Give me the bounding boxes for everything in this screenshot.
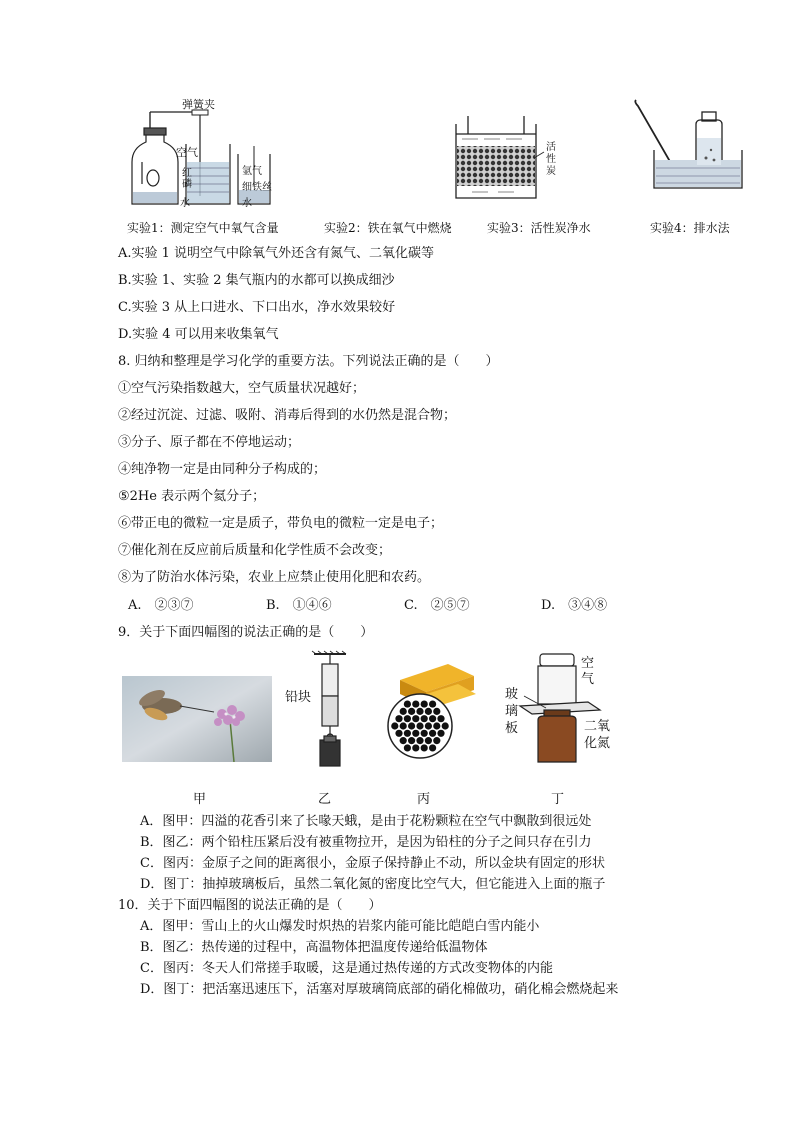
gold-atom (408, 708, 415, 715)
q8-item-7: ⑦催化剂在反应前后质量和化学性质不会改变； (118, 543, 392, 558)
q8-item-2: ②经过沉淀、过滤、吸附、消毒后得到的水仍然是混合物； (118, 408, 457, 423)
gold-atom (391, 722, 398, 729)
q10-option-b: B．图乙：热传递的过程中，高温物体把温度传递给低温物体 (140, 940, 488, 955)
caption-exp3: 实验3：活性炭净水 (487, 221, 591, 235)
gold-atom (404, 744, 411, 751)
q7-option-b: B.实验 1、实验 2 集气瓶内的水都可以换成细沙 (118, 273, 395, 288)
q8-item-8: ⑧为了防治水体污染，农业上应禁止使用化肥和农药。 (118, 570, 431, 585)
q8-stem: 8. 归纳和整理是学习化学的重要方法。下列说法正确的是（ ） (118, 354, 499, 369)
gold-atom (425, 708, 432, 715)
gold-atom (433, 737, 440, 744)
experiment-1-figure (120, 106, 290, 210)
label-water-left: 水 (180, 198, 190, 209)
q8-option-c: C. ②⑤⑦ (404, 598, 470, 613)
gold-atom (412, 715, 419, 722)
gold-atom (425, 737, 432, 744)
gold-atom (429, 715, 436, 722)
caption-exp4: 实验4：排水法 (650, 221, 730, 235)
gold-atom (421, 700, 428, 707)
lead-cylinders-figure (300, 650, 360, 770)
gold-atom (442, 722, 449, 729)
gold-atom (429, 730, 436, 737)
gold-atom (433, 708, 440, 715)
label-no2: 二氧化氮 (584, 719, 611, 751)
label-lead: 铅块 (285, 690, 312, 705)
gold-atom (421, 744, 428, 751)
experiment-4-figure (632, 98, 746, 192)
gold-atom (421, 730, 428, 737)
q9-option-c: C．图丙：金原子之间的距离很小，金原子保持静止不动，所以金块有固定的形状 (140, 856, 605, 871)
gold-atom (433, 722, 440, 729)
label-fe-wire: 细铁丝 (242, 182, 272, 193)
gold-atom (437, 730, 444, 737)
q9-option-b: B．图乙：两个铅柱压紧后没有被重物拉开，是因为铅柱的分子之间只存在引力 (140, 835, 592, 850)
q9-stem: 9．关于下面四幅图的说法正确的是（ ） (118, 625, 374, 640)
q10-stem: 10．关于下面四幅图的说法正确的是（ ） (118, 898, 382, 913)
gold-atom (404, 715, 411, 722)
caption-ding: 丁 (551, 792, 565, 807)
q9-option-a: A．图甲：四溢的花香引来了长喙天蛾，是由于花粉颗粒在空气中飘散到很远处 (140, 814, 592, 829)
q10-option-c: C．图丙：冬天人们常搓手取暖，这是通过热传递的方式改变物体的内能 (140, 961, 553, 976)
gold-atom (425, 722, 432, 729)
gold-atom (412, 744, 419, 751)
caption-bing: 丙 (417, 792, 431, 807)
q9-option-d: D．图丁：抽掉玻璃板后，虽然二氧化氮的密度比空气大，但它能进入上面的瓶子 (140, 877, 606, 892)
label-ar: 氩气 (242, 166, 262, 177)
photo-moth-flower (122, 676, 272, 762)
gold-atom (395, 730, 402, 737)
caption-exp1: 实验1：测定空气中氧气含量 (127, 221, 279, 235)
experiment-3-figure (448, 112, 558, 204)
gold-atom (416, 708, 423, 715)
q10-option-d: D．图丁：把活塞迅速压下，活塞对厚玻璃筒底部的硝化棉做功，硝化棉会燃烧起来 (140, 982, 619, 997)
gold-atom (404, 730, 411, 737)
gold-atom (429, 700, 436, 707)
caption-exp2: 实验2：铁在氧气中燃烧 (324, 221, 452, 235)
q7-option-a: A.实验 1 说明空气中除氧气外还含有氮气、二氧化碳等 (118, 246, 435, 261)
label-clip: 弹簧夹 (182, 98, 215, 111)
gold-atom (408, 722, 415, 729)
gold-atom (421, 715, 428, 722)
gold-atom (437, 715, 444, 722)
q7-option-c: C.实验 3 从上口进水、下口出水，净水效果较好 (118, 300, 396, 315)
q10-option-a: A．图甲：雪山上的火山爆发时炽热的岩浆内能可能比皑皑白雪内能小 (140, 919, 540, 934)
gold-atom (400, 737, 407, 744)
gold-atom (429, 744, 436, 751)
gold-atom (400, 708, 407, 715)
gold-atom (412, 700, 419, 707)
q8-option-d: D. ③④⑧ (541, 598, 608, 613)
gold-atom (416, 722, 423, 729)
label-water-right: 水 (242, 198, 252, 209)
q8-item-5: ⑤2He 表示两个氦分子； (118, 489, 266, 504)
label-red-p: 红磷 (182, 168, 192, 190)
q8-item-3: ③分子、原子都在不停地运动； (118, 435, 301, 450)
label-carbon: 活性炭 (546, 142, 556, 177)
gold-atoms-figure (378, 658, 482, 762)
gold-atom (412, 730, 419, 737)
gold-atom (416, 737, 423, 744)
q8-item-4: ④纯净物一定是由同种分子构成的； (118, 462, 327, 477)
gold-atom (408, 737, 415, 744)
gold-atom (400, 722, 407, 729)
label-air-jar: 空气 (581, 656, 595, 687)
q8-option-a: A. ②③⑦ (128, 598, 194, 613)
caption-yi: 乙 (318, 792, 332, 807)
q8-item-1: ①空气污染指数越大，空气质量状况越好； (118, 381, 366, 396)
q8-item-6: ⑥带正电的微粒一定是质子，带负电的微粒一定是电子； (118, 516, 444, 531)
gold-atom (395, 715, 402, 722)
label-air: 空气 (176, 146, 198, 159)
q8-option-b: B. ①④⑥ (266, 598, 332, 613)
label-glass: 玻璃板 (505, 687, 519, 736)
gold-atom (404, 700, 411, 707)
q7-option-d: D.实验 4 可以用来收集氧气 (118, 327, 279, 342)
caption-jia: 甲 (193, 792, 207, 807)
